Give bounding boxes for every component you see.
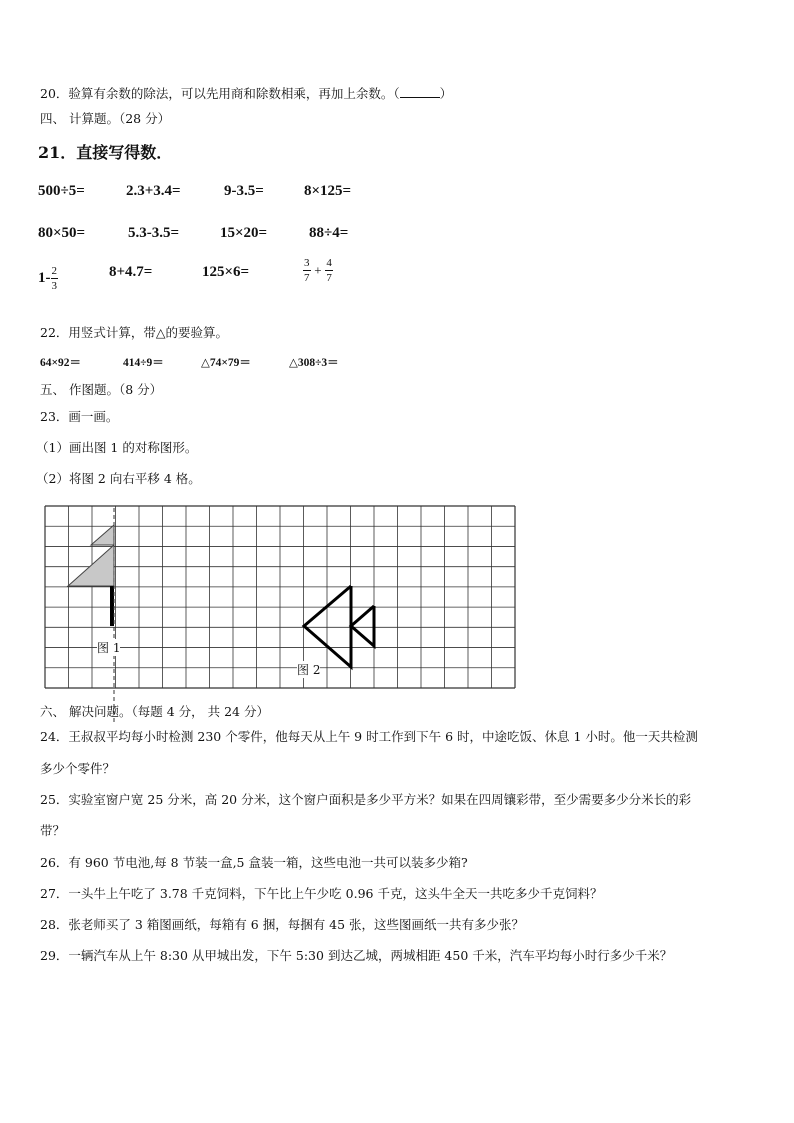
vertical-calc-item: △308÷3＝ xyxy=(289,357,339,369)
calc-item: 2.3+3.4= xyxy=(126,183,181,199)
section-4-heading: 四、 计算题。（28 分） xyxy=(40,111,171,126)
vertical-calc-item: △74×79＝ xyxy=(201,357,251,369)
fraction-prefix: 1- xyxy=(38,269,51,286)
answer-blank[interactable] xyxy=(400,87,440,98)
question-20-close: ） xyxy=(439,86,453,101)
question-23-part-1: （1）画出图 1 的对称图形。 xyxy=(36,440,198,455)
figure-2-small-triangle xyxy=(351,606,374,646)
question-20-text: 20．验算有余数的除法，可以先用商和除数相乘，再加上余数。（ xyxy=(40,86,400,101)
fraction xyxy=(51,264,59,293)
question-23-title: 23．画一画。 xyxy=(40,409,119,424)
calc-item: 8+4.7= xyxy=(109,264,153,280)
figure-2-label: 图 2 xyxy=(297,663,321,677)
calc-item: 5.3-3.5= xyxy=(128,225,180,241)
fraction xyxy=(303,256,311,285)
calc-row-2 xyxy=(38,225,458,245)
calc-item-fraction-d xyxy=(303,256,333,285)
question-24-line-1: 24．王叔叔平均每小时检测 230 个零件，他每天从上午 9 时工作到下午 6 时，中途吃饭、休息 1 小时。他一天共检测 xyxy=(40,729,698,744)
question-20 xyxy=(40,84,452,102)
question-25-line-2: 带？ xyxy=(40,823,66,838)
section-6-heading: 六、 解决问题。（每题 4 分， 共 24 分） xyxy=(40,704,269,719)
calc-item: 80×50= xyxy=(38,225,86,241)
calc-item: 9-3.5= xyxy=(224,183,264,199)
fraction xyxy=(325,256,333,285)
denominator: 7 xyxy=(326,272,332,284)
vertical-calc-item: 64×92＝ xyxy=(40,357,82,369)
question-27: 27．一头牛上午吃了 3.78 千克饲料，下午比上午少吃 0.96 千克，这头牛全天一共吃多少千克饲料？ xyxy=(40,886,603,901)
calc-item-fraction-a xyxy=(38,264,58,293)
grid-svg xyxy=(44,505,518,727)
denominator: 7 xyxy=(304,272,310,284)
denominator: 3 xyxy=(51,280,57,292)
question-24-line-2: 多少个零件？ xyxy=(40,761,116,776)
calc-row-1 xyxy=(38,183,458,203)
calc-row-3 xyxy=(38,256,458,292)
plus-sign: + xyxy=(314,262,322,278)
calc-item: 500÷5= xyxy=(38,183,85,199)
question-29: 29．一辆汽车从上午 8:30 从甲城出发，下午 5:30 到达乙城，两城相距 450 千米，汽车平均每小时行多少千米？ xyxy=(40,948,673,963)
numerator: 4 xyxy=(326,257,332,269)
figure-2-large-triangle xyxy=(304,586,351,667)
figure-1-lower-triangle xyxy=(68,545,114,586)
section-5-heading: 五、 作图题。（8 分） xyxy=(40,382,163,397)
question-21-title: 21．直接写得数． xyxy=(38,143,173,162)
calc-item: 88÷4= xyxy=(309,225,349,241)
question-23-part-2: （2）将图 2 向右平移 4 格。 xyxy=(36,471,201,486)
drawing-grid xyxy=(44,505,518,731)
question-26: 26．有 960 节电池,每 8 节装一盒,5 盒装一箱，这些电池一共可以装多少箱? xyxy=(40,855,468,870)
question-22-title: 22．用竖式计算，带△的要验算。 xyxy=(40,325,229,340)
question-28: 28．张老师买了 3 箱图画纸，每箱有 6 捆，每捆有 45 张，这些图画纸一共有多少张？ xyxy=(40,917,525,932)
numerator: 3 xyxy=(304,257,310,269)
q22-items xyxy=(40,354,400,370)
calc-item: 8×125= xyxy=(304,183,352,199)
figure-1-label: 图 1 xyxy=(97,641,121,655)
calc-item: 15×20= xyxy=(220,225,268,241)
vertical-calc-item: 414÷9＝ xyxy=(123,357,164,369)
numerator: 2 xyxy=(51,265,57,277)
grid-lines xyxy=(45,506,515,688)
calc-item: 125×6= xyxy=(202,264,250,280)
question-25-line-1: 25．实验室窗户宽 25 分米，高 20 分米，这个窗户面积是多少平方米？如果在四周镶彩带，至少需要多少分米长的彩 xyxy=(40,792,692,807)
figure-1-upper-triangle xyxy=(91,525,114,545)
